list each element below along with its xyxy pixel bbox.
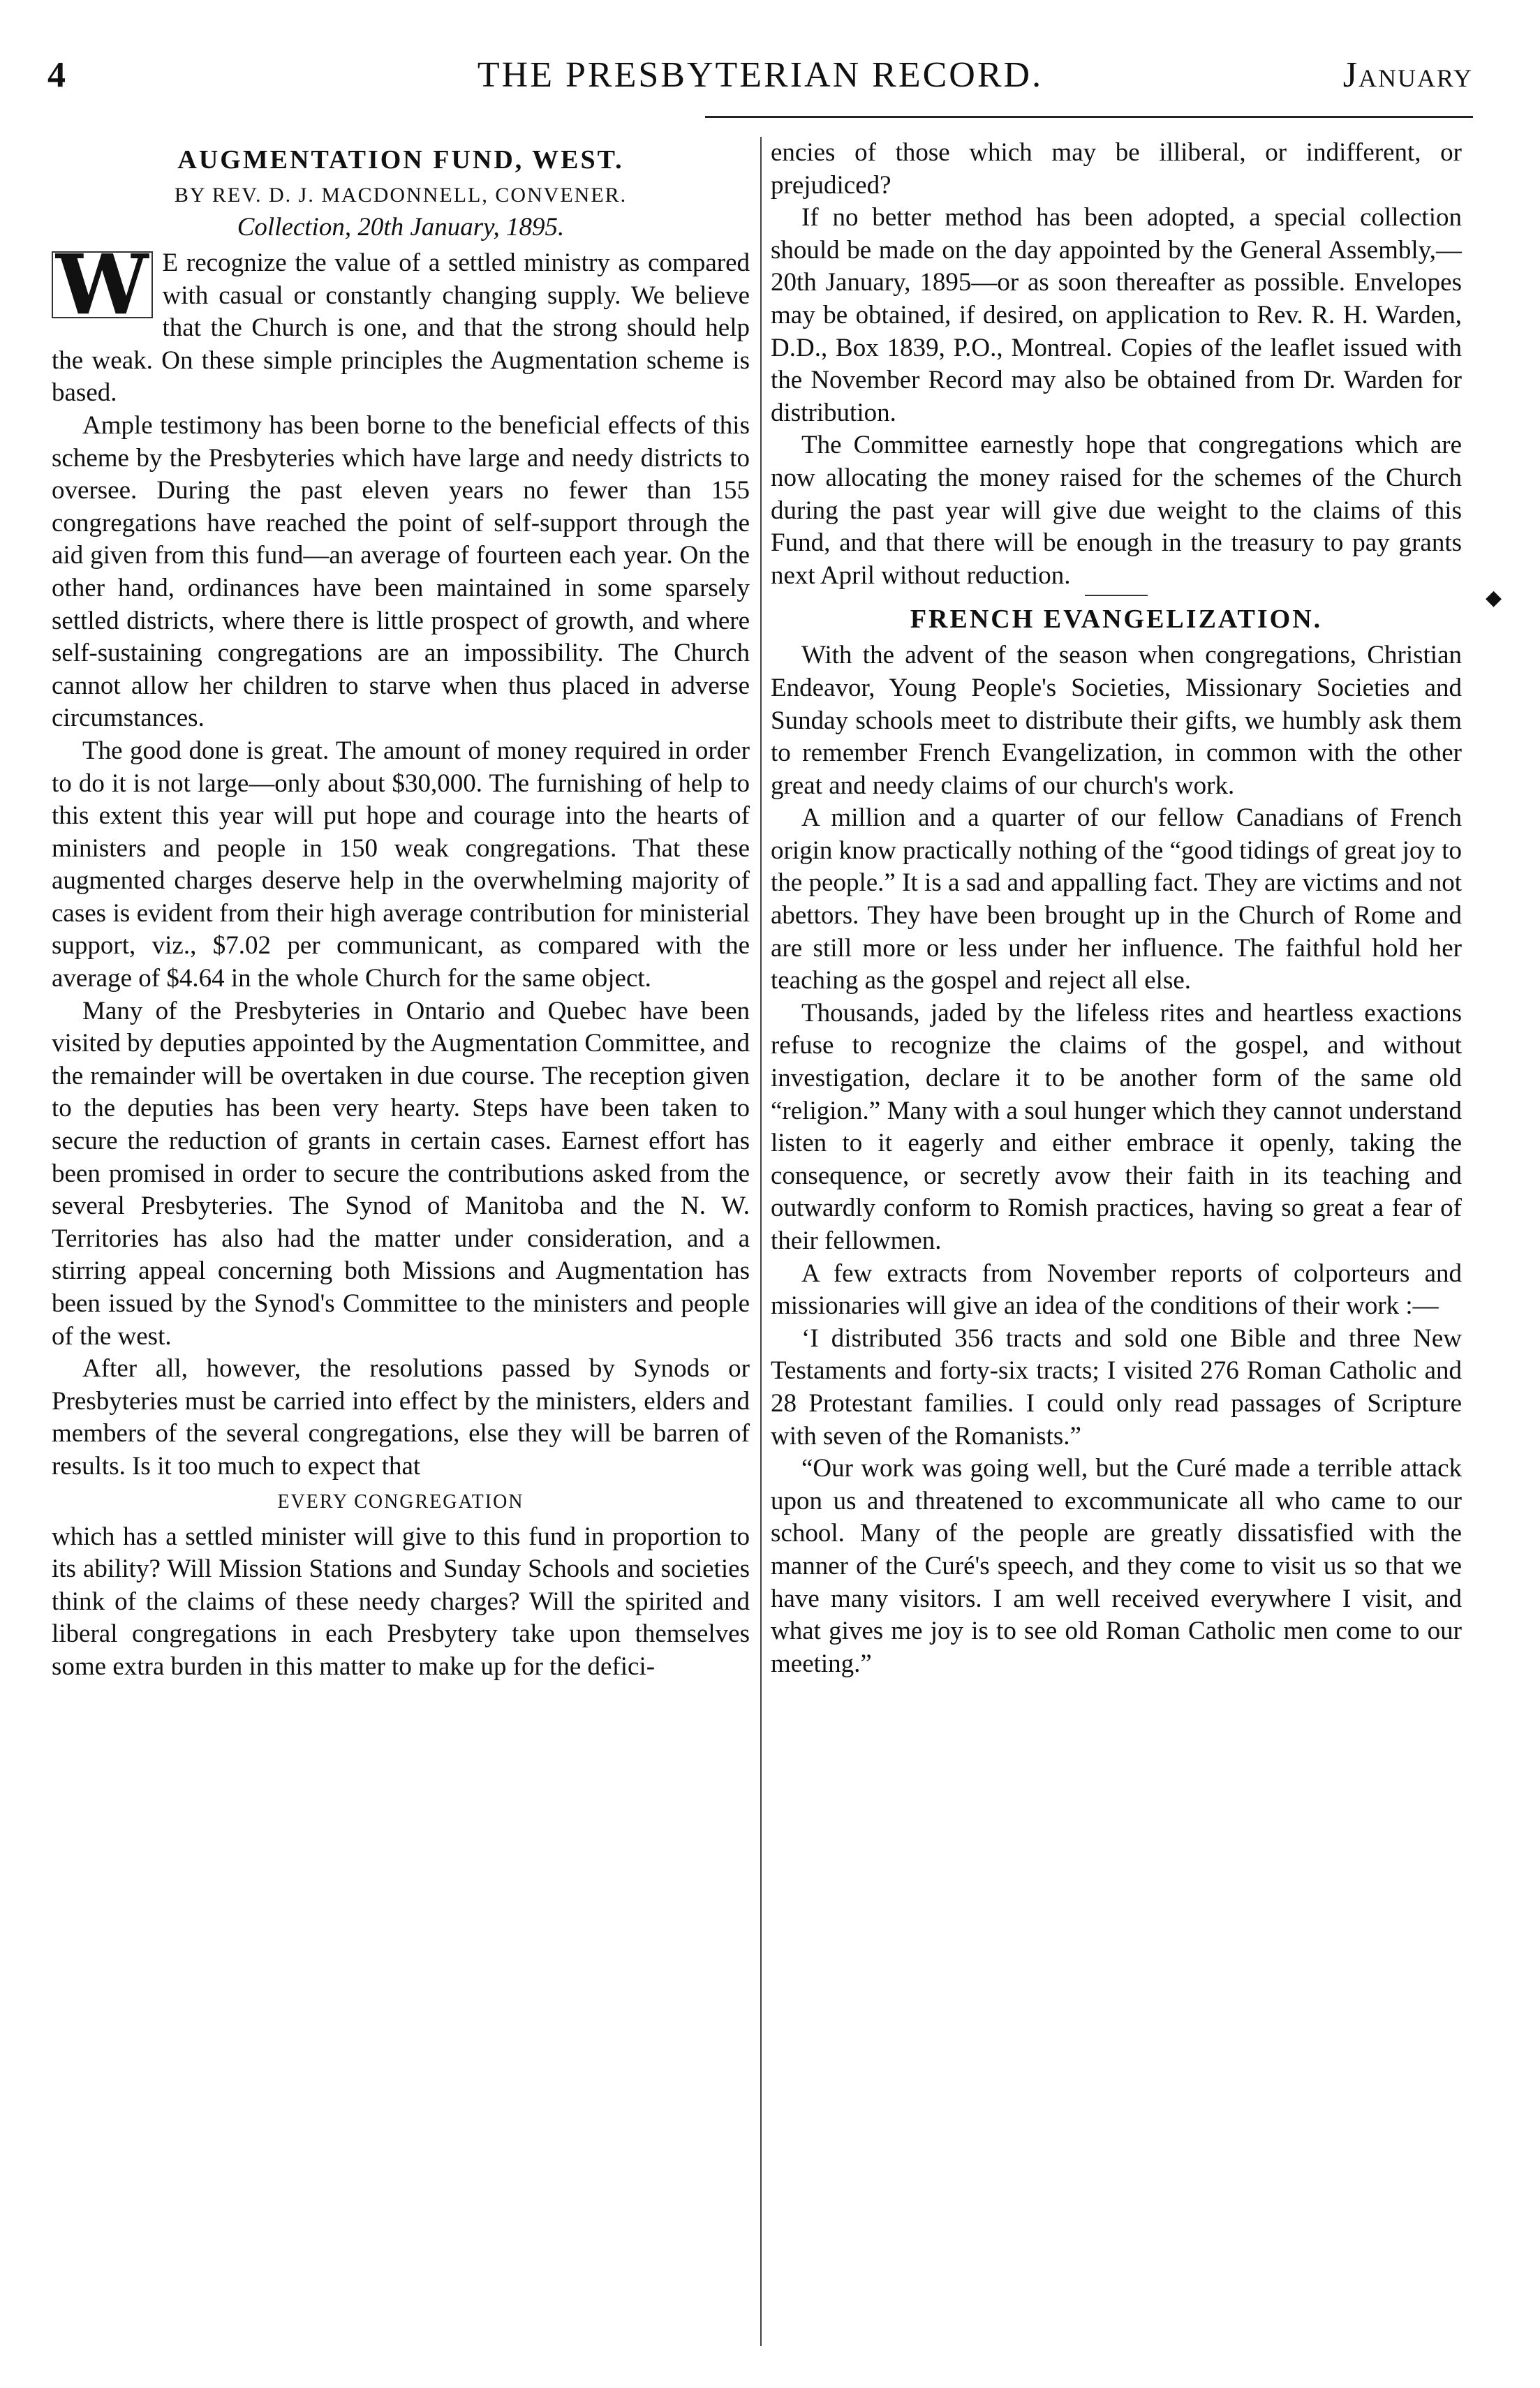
running-header (47, 49, 1473, 102)
augmentation-paragraph-7: encies of those which may be illiberal, or indifferent, or prejudiced? (771, 138, 1462, 200)
column-divider (760, 137, 762, 2346)
augmentation-paragraph-1: W E recognize the value of a settled ministry as compared with casual or constantly changing supply. We believe that the Church is one, and that the strong should help the weak. On these simple principles the Augmentation scheme is based. (52, 236, 750, 408)
augmentation-paragraph-9: The Committee earnestly hope that congregations which are now allocating the money raised for the schemes of the Church during the past year will give due weight to the claims of this Fund, and that there will be enough in the treasury to pay grants next April without reduction. (771, 431, 1462, 590)
section-rule (1085, 595, 1148, 596)
french-paragraph-2: A million and a quarter of our fellow Canadians of French origin know practically nothing of the “good tidings of great joy to the people.” It is a sad and appalling fact. They are victims and not abettors. They have been brought up in the Church of Rome and are still more or less under her influence. The faithful hold her teaching as the gospel and reject all else. (771, 803, 1462, 995)
augmentation-paragraph-2: Ample testimony has been borne to the beneficial effects of this scheme by the Presbyteries which have large and needy districts to oversee. During the past eleven years no fewer than 155 congregations have reached the point of self-support through the aid given from this fund—an average of fourteen each year. On the other hand, ordinances have been maintained in some sparsely settled districts, where there is little prospect of growth, and where self-sustaining congregations are an impossibility. The Church cannot allow her children to starve when thus placed in adverse circumstances. (52, 410, 750, 733)
drop-cap: W (52, 251, 153, 318)
margin-mark: ◆ (1486, 586, 1502, 610)
french-paragraph-1: With the advent of the season when congregations, Christian Endeavor, Young People's Societies, Missionary Societies and Sunday schools meet to distribute their gifts, we humbly ask them to remember French Evangelization, in common with the other great and needy claims of our church's work. (771, 641, 1462, 800)
right-column (771, 137, 1462, 2346)
augmentation-dateline: Collection, 20th January, 1895. (237, 213, 565, 242)
augmentation-paragraph-3: The good done is great. The amount of money required in order to do it is not large—only about $30,000. The furnishing of help to this extent this year will put hope and courage into the hearts of ministers and people in 150 weak congregations. That these augmented charges deserve help in the overwhelming majority of cases is evident from their high average contribution for ministerial support, viz., $7.02 per communicant, as compared with the average of $4.64 in the whole Church for the same object. (52, 736, 750, 993)
augmentation-heading: AUGMENTATION FUND, WEST. (177, 145, 624, 175)
publication-title: THE PRESBYTERIAN RECORD. (477, 55, 1044, 95)
augmentation-subheading: EVERY CONGREGATION (277, 1490, 524, 1513)
augmentation-paragraph-8: If no better method has been adopted, a special collection should be made on the day appointed by the General Assembly,—20th January, 1895—or as soon thereafter as possible. Envelopes may be obtained, if desired, on application to Rev. R. H. Warden, D.D., Box 1839, P.O., Montreal. Copies of the leaflet issued with the November Record may also be obtained from Dr. Warden for distribution. (771, 203, 1462, 427)
french-paragraph-5: ‘I distributed 356 tracts and sold one Bible and three New Testaments and forty-six tracts; I visited 276 Roman Catholic and 28 Protestant families. I could only read passages of Scripture with seven of the Romanists.” (771, 1323, 1462, 1451)
header-rule (705, 116, 1473, 118)
french-heading: FRENCH EVANGELIZATION. (910, 605, 1323, 635)
augmentation-paragraph-4: Many of the Presbyteries in Ontario and Quebec have been visited by deputies appointed by the Augmentation Committee, and the remainder will be overtaken in due course. The reception given to the deputies has been very hearty. Steps have been taken to secure the reduction of grants in certain cases. Earnest effort has been promised in order to secure the contributions asked from the several Presbyteries. The Synod of Manitoba and the N. W. Territories has also had the matter under consideration, and a stirring appeal concerning both Missions and Augmentation has been issued by the Synod's Committee to the ministers and people of the west. (52, 996, 750, 1351)
issue-month: January (1342, 55, 1473, 95)
french-paragraph-4: A few extracts from November reports of colporteurs and missionaries will give an idea of the conditions of their work :— (771, 1259, 1462, 1321)
french-paragraph-6: “Our work was going well, but the Curé made a terrible attack upon us and threatened to excommunicate all who came to our school. Many of the people are greatly dissatisfied with the manner of the Curé's speech, and they come to visit us so that we have many visitors. I am well received everywhere I visit, and what gives me joy is to see old Roman Catholic men come to our meeting.” (771, 1454, 1462, 1678)
french-paragraph-3: Thousands, jaded by the lifeless rites and heartless exactions refuse to recognize the claims of the gospel, and without investigation, declare it to be another form of the same old “religion.” Many with a soul hunger which they cannot understand listen to it eagerly and either embrace it openly, taking the consequence, or secretly avow their faith in its teaching and outwardly conform to Romish practices, having so great a fear of their fellowmen. (771, 998, 1462, 1255)
page-number: 4 (47, 55, 66, 95)
augmentation-paragraph-6: which has a settled minister will give to this fund in proportion to its ability? Will Mission Stations and Sunday Schools and societies think of the claims of these needy charges? Will the spirited and liberal congregations in each Presbytery take upon themselves some extra burden in this matter to make up for the defici- (52, 1522, 750, 1681)
augmentation-paragraph-5: After all, however, the resolutions passed by Synods or Presbyteries must be carried into effect by the ministers, elders and members of the several congregations, else they will be barren of results. Is it too much to expect that (52, 1354, 750, 1481)
augmentation-byline: BY REV. D. J. MACDONNELL, CONVENER. (174, 184, 628, 207)
left-column (52, 137, 750, 2346)
